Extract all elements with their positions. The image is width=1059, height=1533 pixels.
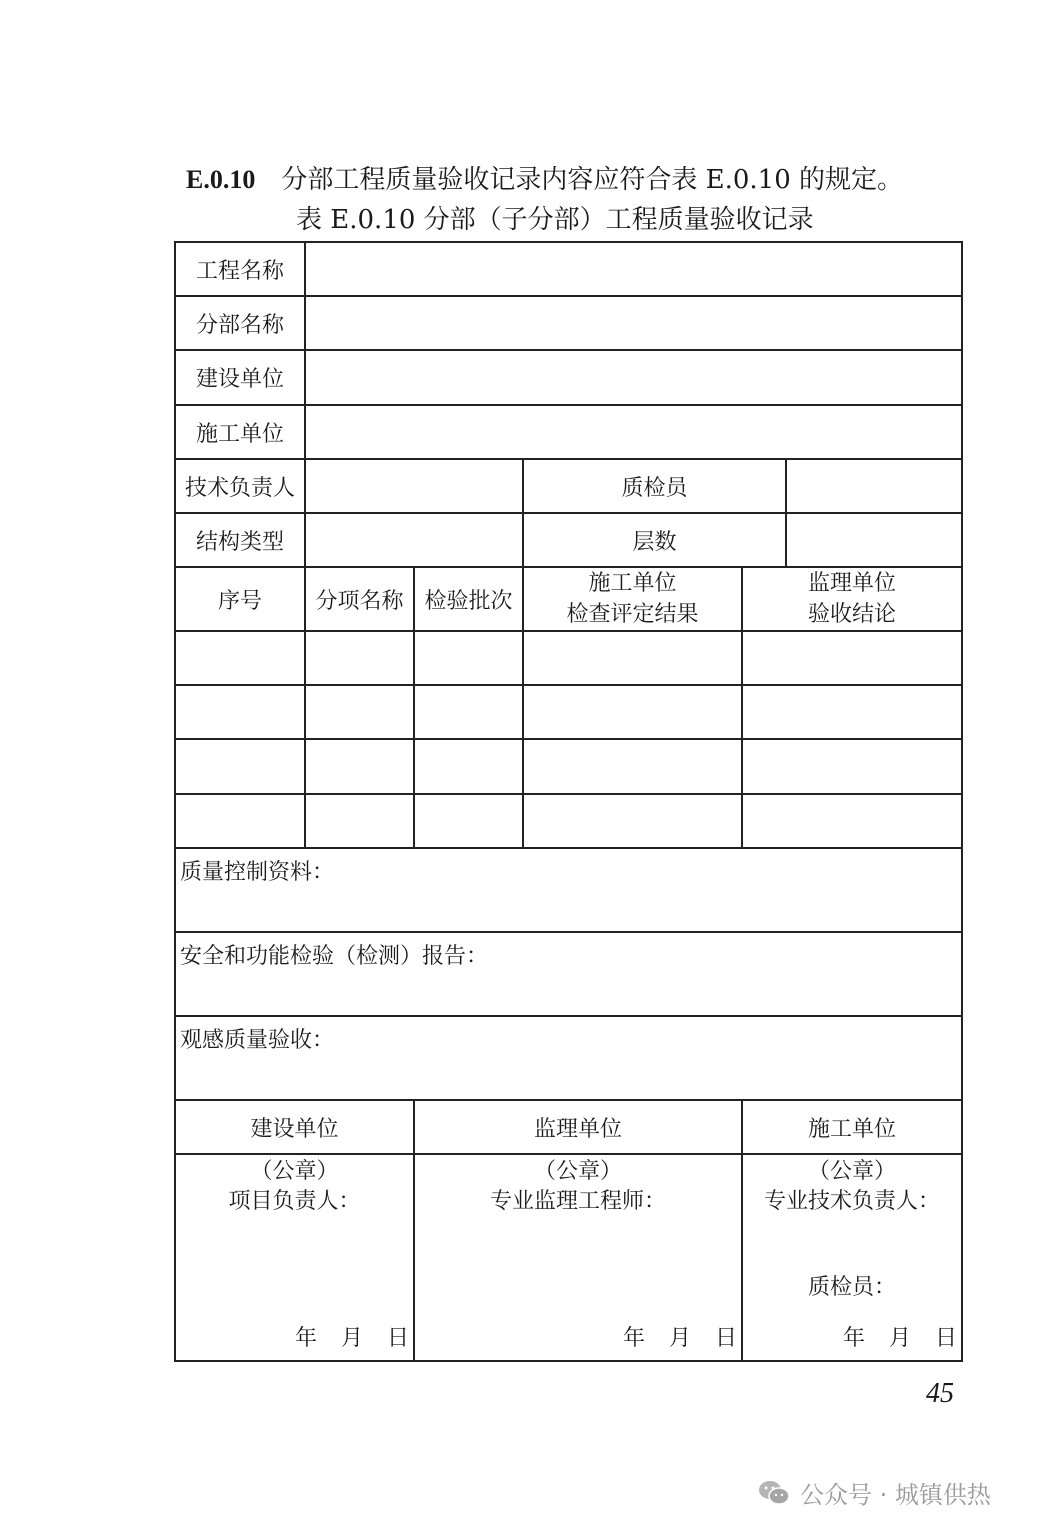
structure-type-label: 结构类型 [175, 513, 305, 567]
seal-label: （公章） [250, 1159, 339, 1184]
table-row [175, 631, 962, 685]
table-caption: 表 E.0.10 分部（子分部）工程质量验收记录 [296, 205, 814, 235]
section-heading [186, 162, 986, 198]
col-supervisor-line2: 验收结论 [808, 602, 897, 627]
cell[interactable] [175, 794, 305, 848]
acceptance-record-table [174, 241, 963, 1362]
cell[interactable] [742, 739, 962, 794]
construction-unit-field[interactable] [305, 350, 962, 405]
page-number: 45 [926, 1378, 954, 1409]
project-name-label: 工程名称 [175, 242, 305, 296]
technical-lead-field[interactable] [305, 459, 523, 513]
cell[interactable] [414, 685, 523, 739]
safety-report-field[interactable] [175, 932, 962, 1016]
section-number: E.0.10 [186, 165, 256, 194]
cell[interactable] [305, 631, 414, 685]
cell[interactable] [414, 631, 523, 685]
col-batch-header: 检验批次 [414, 567, 523, 631]
project-name-field[interactable] [305, 242, 962, 296]
supervisor-role-label: 专业监理工程师： [489, 1189, 666, 1214]
col-builder-result-line1: 施工单位 [588, 571, 677, 596]
table-row [175, 794, 962, 848]
sign-date: 年 月 日 [622, 1326, 737, 1351]
col-item-name-header: 分项名称 [305, 567, 414, 631]
sign-owner-header: 建设单位 [175, 1100, 414, 1154]
cell[interactable] [175, 631, 305, 685]
sign-date: 年 月 日 [294, 1326, 409, 1351]
sign-owner-cell[interactable] [175, 1154, 414, 1361]
construction-unit-label: 建设单位 [175, 350, 305, 405]
appearance-field[interactable] [175, 1016, 962, 1100]
structure-type-field[interactable] [305, 513, 523, 567]
cell[interactable] [305, 685, 414, 739]
cell[interactable] [523, 685, 742, 739]
safety-report-label: 安全和功能检验（检测）报告： [180, 944, 489, 969]
col-supervisor-conclusion-header [742, 567, 962, 631]
watermark-text: 公众号 · 城镇供热 [800, 1481, 991, 1509]
seal-label: （公章） [808, 1159, 897, 1184]
cell[interactable] [742, 685, 962, 739]
cell[interactable] [414, 739, 523, 794]
quality-docs-field[interactable] [175, 848, 962, 932]
seal-label: （公章） [533, 1159, 622, 1184]
cell[interactable] [305, 739, 414, 794]
col-seq-header: 序号 [175, 567, 305, 631]
cell[interactable] [305, 794, 414, 848]
col-supervisor-line1: 监理单位 [808, 571, 897, 596]
technical-lead-label: 技术负责人 [175, 459, 305, 513]
cell[interactable] [414, 794, 523, 848]
subproject-name-field[interactable] [305, 296, 962, 350]
appearance-label: 观感质量验收： [180, 1028, 335, 1053]
cell[interactable] [523, 739, 742, 794]
wechat-icon [758, 1480, 790, 1506]
quality-inspector-field[interactable] [786, 459, 962, 513]
cell[interactable] [742, 794, 962, 848]
watermark [758, 1475, 991, 1510]
cell[interactable] [175, 739, 305, 794]
builder-qc-label: 质检员： [808, 1275, 897, 1300]
sign-supervisor-header: 监理单位 [414, 1100, 742, 1154]
sign-supervisor-cell[interactable] [414, 1154, 742, 1361]
cell[interactable] [175, 685, 305, 739]
col-builder-result-header [523, 567, 742, 631]
cell[interactable] [742, 631, 962, 685]
subproject-name-label: 分部名称 [175, 296, 305, 350]
quality-docs-label: 质量控制资料： [180, 860, 335, 885]
table-row [175, 739, 962, 794]
table-row [175, 685, 962, 739]
builder-unit-field[interactable] [305, 405, 962, 459]
section-text: 分部工程质量验收记录内容应符合表 E.0.10 的规定。 [281, 165, 904, 195]
cell[interactable] [523, 631, 742, 685]
quality-inspector-label: 质检员 [523, 459, 786, 513]
floors-field[interactable] [786, 513, 962, 567]
sign-date: 年 月 日 [842, 1326, 958, 1351]
cell[interactable] [523, 794, 742, 848]
sign-builder-header: 施工单位 [742, 1100, 962, 1154]
col-builder-result-line2: 检查评定结果 [566, 602, 699, 627]
builder-role-label: 专业技术负责人： [764, 1189, 941, 1214]
builder-unit-label: 施工单位 [175, 405, 305, 459]
owner-role-label: 项目负责人： [228, 1189, 361, 1214]
sign-builder-cell[interactable] [742, 1154, 962, 1361]
floors-label: 层数 [523, 513, 786, 567]
